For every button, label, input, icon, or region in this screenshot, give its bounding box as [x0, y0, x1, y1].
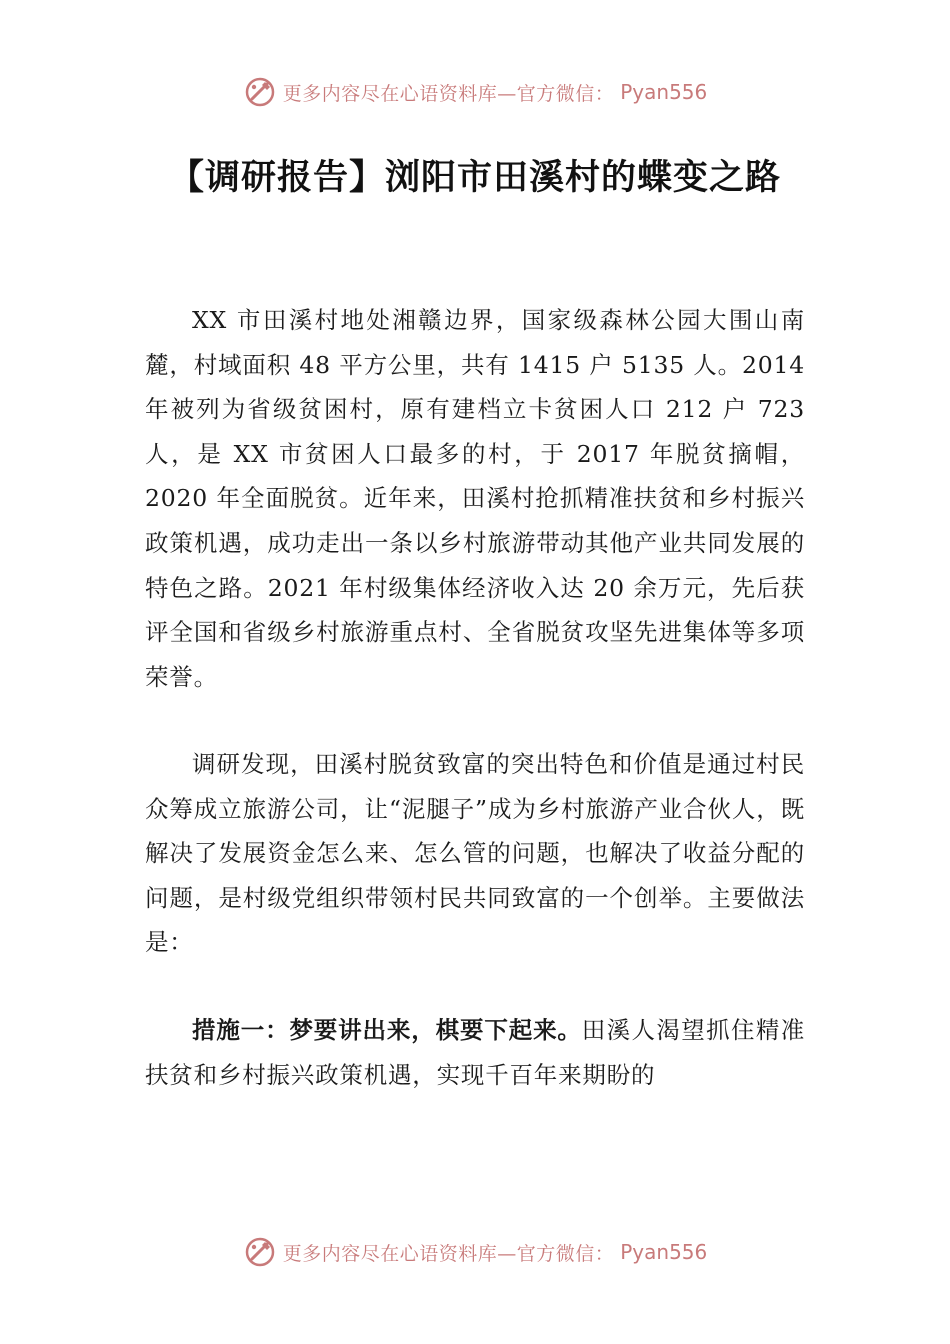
watermark-id: Pyan556	[620, 80, 708, 104]
paragraph-intro: XX 市田溪村地处湘赣边界，国家级森林公园大围山南麓，村域面积 48 平方公里，共有 1415 户 5135 人。2014 年被列为省级贫困村，原有建档立卡贫困人口 212 户 723 人，是 XX 市贫困人口最多的村，于 2017 年脱贫摘帽，2020 年全面脱贫。近年来，田溪村抢抓精准扶贫和乡村振兴政策机遇，成功走出一条以乡村旅游带动其他产业共同发展的特色之路。2021 年村级集体经济收入达 20 余万元，先后获评全国和省级乡村旅游重点村、全省脱贫攻坚先进集体等多项荣誉。	[145, 306, 805, 691]
logo-icon	[243, 75, 277, 109]
paragraph-findings: 调研发现，田溪村脱贫致富的突出特色和价值是通过村民众筹成立旅游公司，让“泥腿子”成为乡村旅游产业合伙人，既解决了发展资金怎么来、怎么管的问题，也解决了收益分配的问题，是村级党组织带领村民共同致富的一个创举。主要做法是：	[145, 750, 805, 957]
logo-icon	[243, 1235, 277, 1269]
watermark-text: 更多内容尽在心语资料库—官方微信：	[282, 1242, 615, 1265]
measure-one-heading: 措施一：梦要讲出来，棋要下起来。	[192, 1016, 582, 1044]
header-watermark	[0, 72, 950, 112]
paragraph-measure-one	[145, 1008, 805, 1097]
document-title: 【调研报告】浏阳市田溪村的蝶变之路	[168, 158, 781, 198]
footer-watermark	[0, 1232, 950, 1272]
watermark-id: Pyan556	[620, 1240, 708, 1264]
measure-one-body: 田溪人渴望抓住精准扶贫和乡村振兴政策机遇，实现千百年来期盼的	[145, 1016, 805, 1089]
watermark-text: 更多内容尽在心语资料库—官方微信：	[282, 82, 615, 105]
